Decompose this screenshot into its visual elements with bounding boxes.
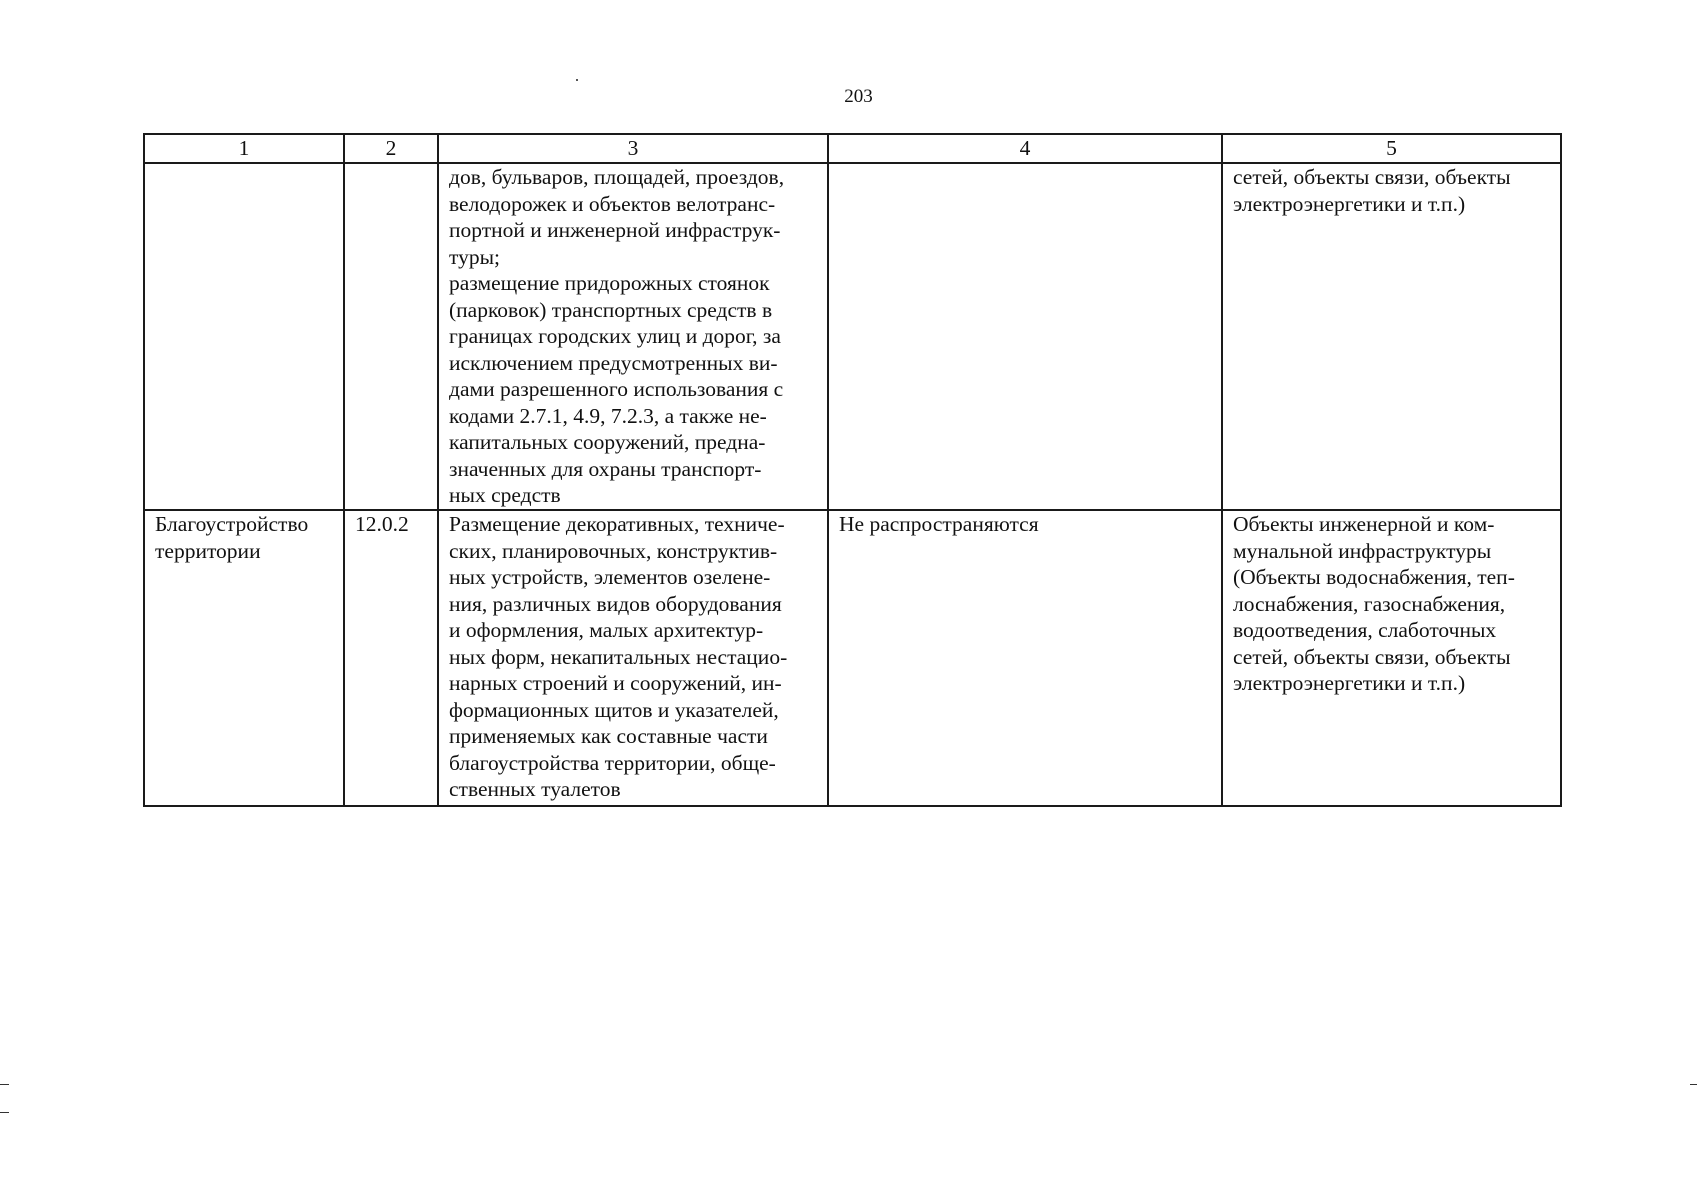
binding-mark-right	[1690, 1084, 1697, 1085]
header-col-4: 4	[828, 134, 1222, 163]
cell-use-description: Размещение декоративных, техниче- ских, планировочных, конструктив- ных устройств, элементов озелене- ния, различных видов оборудования и оформления, малых архитектур- ных форм, некапитальных нестацио- нарных строений и сооружений, ин- формационных щитов и указателей, применяемых как составные части благоустройства территории, обще- ственных туалетов	[438, 510, 828, 806]
cell-use-restrictions	[828, 163, 1222, 510]
cell-use-code	[344, 163, 438, 510]
table-header-row	[144, 134, 1561, 163]
permitted-use-table	[143, 133, 1562, 807]
header-col-5: 5	[1222, 134, 1561, 163]
scan-speck	[576, 79, 578, 81]
header-col-2: 2	[344, 134, 438, 163]
binding-mark-left-top	[0, 1084, 9, 1085]
cell-use-name: Благоустройство территории	[144, 510, 344, 806]
cell-use-name	[144, 163, 344, 510]
header-col-3: 3	[438, 134, 828, 163]
cell-use-restrictions: Не распространяются	[828, 510, 1222, 806]
table-row	[144, 510, 1561, 806]
binding-mark-left-bottom	[0, 1112, 9, 1113]
page-number: 203	[844, 86, 873, 107]
header-col-1: 1	[144, 134, 344, 163]
cell-use-code: 12.0.2	[344, 510, 438, 806]
table-row	[144, 163, 1561, 510]
cell-use-objects: Объекты инженерной и ком- мунальной инфраструктуры (Объекты водоснабжения, теп- лоснабжения, газоснабжения, водоотведения, слаботочных сетей, объекты связи, объекты электроэнергетики и т.п.)	[1222, 510, 1561, 806]
cell-use-objects: сетей, объекты связи, объекты электроэнергетики и т.п.)	[1222, 163, 1561, 510]
cell-use-description: дов, бульваров, площадей, проездов, велодорожек и объектов велотранс- портной и инженерной инфраструк- туры; размещение придорожных стоянок (парковок) транспортных средств в границах городских улиц и дорог, за исключением предусмотренных ви- дами разрешенного использования с кодами 2.7.1, 4.9, 7.2.3, а также не- капитальных сооружений, предна- значенных для охраны транспорт- ных средств	[438, 163, 828, 510]
